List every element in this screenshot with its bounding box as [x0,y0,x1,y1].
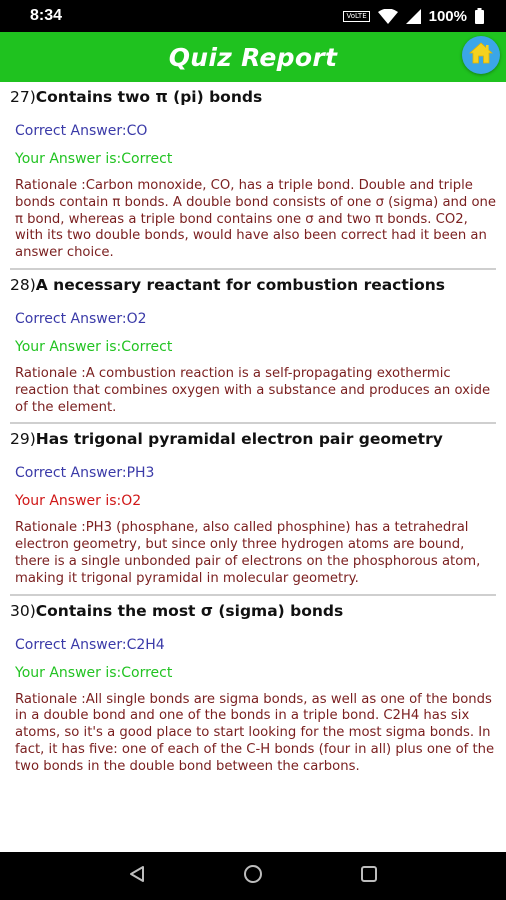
question-number: 27) [10,88,36,106]
question-text: Contains the most σ (sigma) bonds [35,601,344,620]
correct-answer: Correct Answer:C2H4 [15,636,165,653]
rationale: Rationale :All single bonds are sigma bonds, as well as one of the bonds in a double bond and one of the bonds in a triple bond. C2H4 has six atoms, so it's a good place to start looking for the most sigma bonds. In fact, it has five: one of each of the C-H bonds (four in all) plus one of the two bonds in the double bond between the carbons. [15,691,495,774]
status-time: 8:34 [30,7,63,24]
correct-answer: Correct Answer:CO [15,123,148,139]
question-text: A necessary reactant for combustion reactions [35,275,446,294]
battery-percent: 100% [428,7,467,25]
question-title [10,270,496,295]
question-item [0,596,506,782]
question-title [10,596,496,621]
rationale: Rationale :Carbon monoxide, CO, has a triple bond. Double and triple bonds contain π bonds. A double bond consists of one σ (sigma) and one π bond, whereas a triple bond contains one σ and two π bonds. CO2, with its two double bonds, would have also been correct had it been an answer choice. [15,178,496,261]
question-item [0,424,506,593]
your-answer: Your Answer is:Correct [15,151,173,167]
correct-answer: Correct Answer:O2 [15,310,147,327]
recents-square-icon[interactable] [360,865,378,887]
battery-icon [475,8,484,24]
question-text: Has trigonal pyramidal electron pair geometry [35,430,443,449]
question-title [10,82,496,107]
wifi-icon [378,9,398,24]
home-circle-icon[interactable] [243,864,263,888]
home-icon [469,42,493,68]
question-number: 29) [10,430,36,449]
correct-answer: Correct Answer:PH3 [15,465,155,482]
question-title [10,424,496,449]
status-bar [0,0,506,32]
your-answer: Your Answer is:Correct [15,664,173,681]
question-number: 28) [10,275,36,294]
signal-icon [406,9,421,24]
back-triangle-icon[interactable] [128,865,146,887]
volte-badge: VoLTE [343,11,369,22]
your-answer: Your Answer is:O2 [15,493,142,510]
question-number: 30) [10,601,36,620]
status-icons [343,8,484,25]
app-bar [0,32,506,82]
rationale: Rationale :A combustion reaction is a self-propagating exothermic reaction that combines oxygen with a substance and produces an oxide of the element. [15,365,491,415]
navigation-bar [0,852,506,900]
question-item [0,82,506,268]
question-text: Contains two π (pi) bonds [35,88,263,106]
question-item [0,270,506,422]
rationale: Rationale :PH3 (phosphane, also called phosphine) has a tetrahedral electron geometry, but since only three hydrogen atoms are bound, there is a single unbonded pair of electrons on the phosphorous atom, making it trigonal pyramidal in molecular geometry. [15,520,481,586]
page-title: Quiz Report [168,42,338,72]
your-answer: Your Answer is:Correct [15,338,173,355]
home-button[interactable] [462,36,500,74]
quiz-report-list[interactable] [0,82,506,852]
